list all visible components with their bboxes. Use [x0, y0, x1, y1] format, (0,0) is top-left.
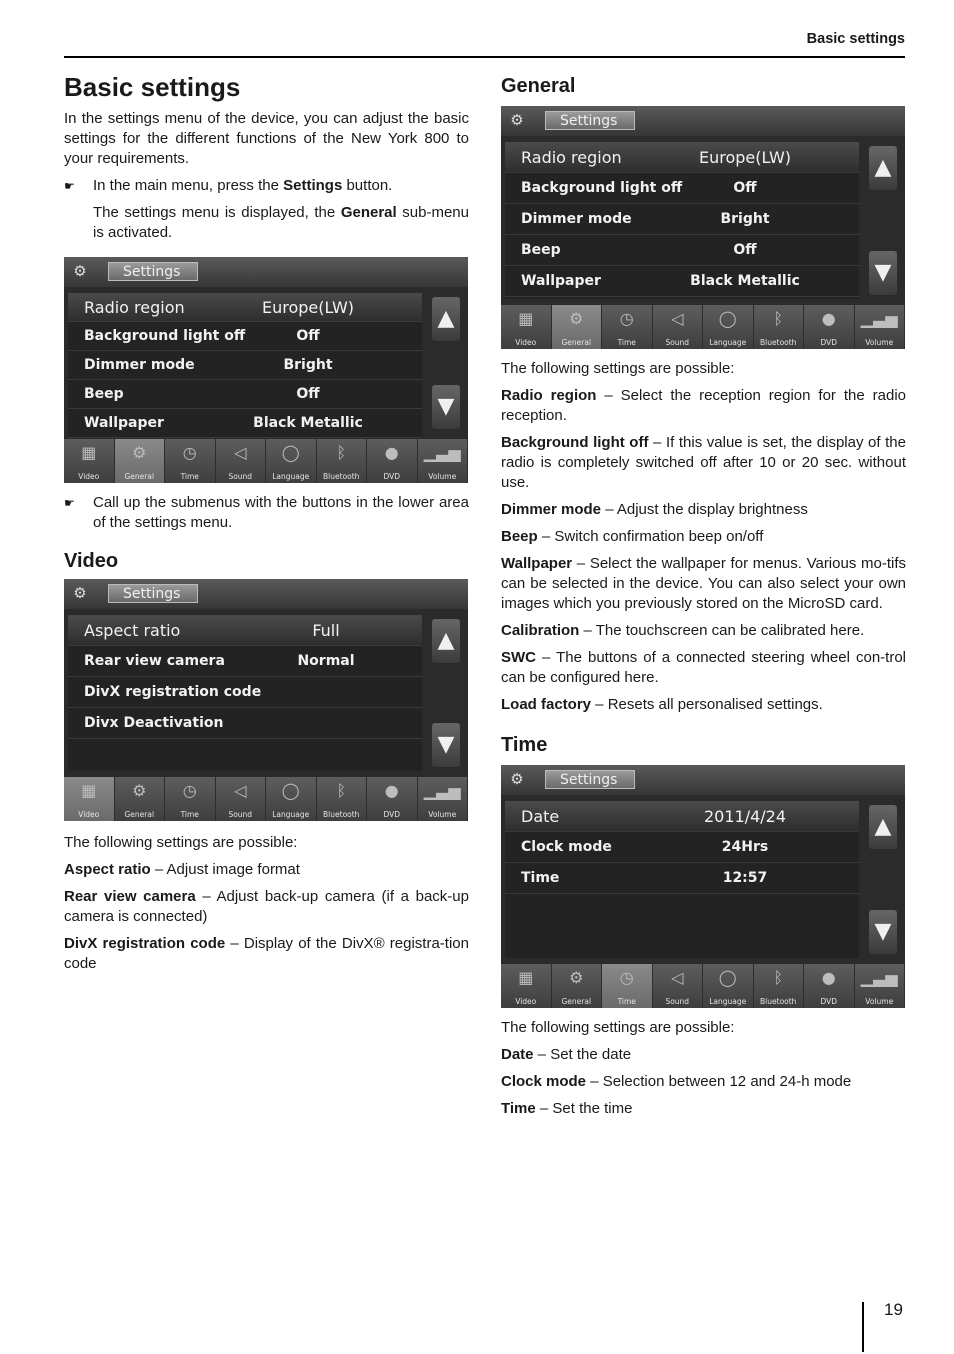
pointing-hand-icon: ☛	[64, 496, 75, 511]
tab-language[interactable]	[703, 305, 754, 349]
setting-label: Divx Deactivation	[84, 715, 224, 732]
setting-value: Off	[733, 180, 757, 196]
tab-label: Bluetooth	[760, 997, 797, 1006]
tab-time[interactable]	[602, 964, 653, 1008]
screen-setting-row[interactable]	[68, 293, 422, 322]
definition-term: Background light off	[501, 434, 649, 451]
tab-time[interactable]	[165, 777, 216, 821]
tab-bluetooth[interactable]	[754, 305, 805, 349]
tab-label: Volume	[865, 338, 894, 347]
globe-icon: ◯	[281, 443, 300, 463]
definition-item	[501, 695, 906, 715]
tab-label: Sound	[228, 472, 253, 482]
setting-label: Time	[521, 870, 560, 886]
tab-label: Language	[709, 338, 747, 347]
tab-video[interactable]	[64, 439, 115, 483]
definition-desc: – If this value is set, the display of the radio is completely switched off after 10 or 20 sec. without use.	[501, 434, 906, 491]
settings-screenshot-general	[501, 106, 905, 349]
screen-setting-row[interactable]	[505, 204, 859, 235]
running-header: Basic settings	[806, 31, 905, 47]
settings-app-icon: ⚙	[510, 770, 524, 788]
screen-tab-bar	[64, 777, 468, 821]
tab-general[interactable]	[552, 305, 603, 349]
definition-item	[501, 554, 906, 614]
definition-item	[501, 1099, 906, 1119]
setting-label: Date	[521, 806, 560, 826]
screen-settings-panel	[501, 795, 905, 964]
tab-dvd[interactable]	[804, 964, 855, 1008]
setting-value: Bright	[720, 211, 770, 227]
definition-desc: – Set the date	[533, 1046, 632, 1063]
screen-setting-row[interactable]	[505, 173, 859, 204]
tab-time[interactable]	[602, 305, 653, 349]
screen-tab-bar	[501, 305, 905, 349]
setting-value: Off	[296, 386, 320, 403]
settings-app-icon: ⚙	[73, 262, 87, 281]
settings-app-icon: ⚙	[73, 584, 87, 603]
definition-term: DivX registration code	[64, 935, 226, 953]
definition-desc: – Select the reception region for the radio reception.	[501, 387, 906, 424]
setting-value: Europe(LW)	[698, 147, 791, 167]
tab-volume[interactable]	[855, 964, 906, 1008]
scroll-up-button[interactable]: ▲	[432, 297, 460, 341]
tab-label: Sound	[228, 810, 253, 820]
settings-title-tab: Settings	[545, 770, 635, 789]
setting-value: Off	[733, 242, 757, 258]
clock-icon: ◷	[182, 443, 197, 463]
definition-item	[501, 1072, 906, 1092]
speaker-icon: ◁	[234, 443, 247, 463]
screen-settings-panel	[64, 609, 468, 777]
tab-label: General	[561, 338, 592, 347]
volume-icon: ▁▃▅	[423, 443, 461, 463]
setting-value: Full	[312, 620, 340, 640]
setting-label: Dimmer mode	[521, 211, 632, 227]
tab-volume[interactable]	[855, 305, 906, 349]
setting-value: Bright	[283, 357, 333, 374]
tab-dvd[interactable]	[367, 777, 418, 821]
tab-label: General	[561, 997, 592, 1006]
clock-icon: ◷	[619, 309, 634, 328]
tab-label: DVD	[383, 472, 401, 482]
intro-paragraph: In the settings menu of the device, you can adjust the basic settings for the different functions of the New York 800 to your requirements.	[64, 110, 469, 168]
definition-term: Dimmer mode	[501, 501, 602, 518]
tab-bluetooth[interactable]	[754, 964, 805, 1008]
disc-icon: ●	[384, 781, 399, 801]
settings-screenshot-time	[501, 765, 905, 1008]
page-number-rule	[862, 1302, 864, 1352]
disc-icon: ●	[821, 968, 836, 987]
general-intro: The following settings are possible:	[501, 360, 735, 377]
tab-label: Video	[78, 472, 100, 482]
screen-setting-row[interactable]	[68, 322, 422, 351]
tab-general[interactable]	[115, 777, 166, 821]
instruction-step: ☛ Call up the submenus with the buttons in the lower area of the settings menu.	[64, 494, 469, 532]
screen-setting-row[interactable]	[68, 677, 422, 708]
definition-desc: – Adjust the display brightness	[601, 501, 808, 518]
settings-title-tab: Settings	[108, 262, 198, 281]
tab-label: Time	[180, 472, 199, 482]
tab-general[interactable]	[552, 964, 603, 1008]
setting-value: Off	[296, 328, 320, 345]
bluetooth-icon: ᛒ	[773, 309, 784, 328]
section-heading-video: Video	[64, 550, 119, 573]
definition-desc: – Display of the DivX® registra-tion code	[64, 935, 469, 973]
definition-term: Time	[501, 1100, 536, 1117]
setting-label: Background light off	[521, 180, 683, 196]
section-heading-time: Time	[501, 734, 548, 756]
definition-term: Aspect ratio	[64, 861, 151, 879]
settings-app-icon: ⚙	[510, 111, 524, 129]
setting-label: Aspect ratio	[84, 620, 181, 640]
instruction-step: ☛ In the main menu, press the Settings button.	[64, 177, 393, 195]
tab-label: Time	[617, 338, 636, 347]
definition-item	[64, 887, 469, 927]
setting-label: Dimmer mode	[84, 357, 195, 374]
settings-screenshot-video	[64, 579, 468, 821]
tab-volume[interactable]	[418, 439, 469, 483]
globe-icon: ◯	[718, 309, 737, 328]
settings-title-tab: Settings	[108, 584, 198, 603]
screen-setting-row[interactable]	[505, 801, 859, 832]
header-rule	[64, 56, 905, 58]
setting-value: 2011/4/24	[703, 806, 787, 826]
screen-setting-row[interactable]	[68, 615, 422, 646]
tab-video[interactable]	[501, 964, 552, 1008]
screen-setting-row[interactable]	[505, 832, 859, 863]
disc-icon: ●	[384, 443, 399, 463]
tab-sound[interactable]	[653, 964, 704, 1008]
setting-label: Radio region	[84, 297, 185, 317]
settings-screenshot-general	[64, 257, 468, 483]
general-definitions	[501, 386, 906, 715]
tab-label: Sound	[665, 338, 690, 347]
tab-label: Bluetooth	[760, 338, 797, 347]
tab-language[interactable]	[266, 777, 317, 821]
tab-label: Video	[78, 810, 100, 820]
page-number: 19	[884, 1300, 903, 1319]
tab-label: Volume	[865, 997, 894, 1006]
scroll-up-button[interactable]: ▲	[869, 805, 897, 849]
bluetooth-icon: ᛒ	[773, 968, 784, 987]
tab-label: Language	[709, 997, 747, 1006]
tab-label: General	[124, 810, 155, 820]
scroll-down-button[interactable]: ▼	[432, 723, 460, 767]
gear-icon: ⚙	[569, 968, 584, 987]
definition-item	[64, 860, 469, 880]
left-column	[64, 72, 469, 981]
globe-icon: ◯	[718, 968, 737, 987]
definition-desc: – The buttons of a connected steering wheel con-trol can be configured here.	[501, 649, 906, 686]
instruction-result: The settings menu is displayed, the General sub-menu is activated.	[93, 204, 469, 242]
definition-term: Beep	[501, 528, 538, 545]
video-intro: The following settings are possible:	[64, 834, 298, 852]
volume-icon: ▁▃▅	[860, 968, 898, 987]
tab-volume[interactable]	[418, 777, 469, 821]
speaker-icon: ◁	[234, 781, 247, 801]
globe-icon: ◯	[281, 781, 300, 801]
setting-value: Normal	[297, 653, 355, 670]
definition-item	[64, 934, 469, 974]
screen-setting-row[interactable]	[68, 409, 422, 438]
tab-label: DVD	[820, 338, 838, 347]
page-title: Basic settings	[64, 72, 241, 102]
definition-term: SWC	[501, 649, 536, 666]
tab-language[interactable]	[266, 439, 317, 483]
definition-item	[501, 648, 906, 688]
setting-value: Europe(LW)	[261, 297, 354, 317]
definition-term: Load factory	[501, 696, 592, 713]
tab-bluetooth[interactable]	[317, 439, 368, 483]
video-definitions	[64, 860, 469, 974]
definition-item	[501, 433, 906, 493]
definition-desc: – Resets all personalised settings.	[591, 696, 823, 713]
screen-tab-bar	[501, 964, 905, 1008]
screen-setting-row[interactable]	[505, 863, 859, 894]
tab-label: Volume	[428, 810, 457, 820]
gear-icon: ⚙	[132, 443, 147, 463]
setting-label: Radio region	[521, 147, 622, 167]
screen-topbar	[64, 257, 468, 287]
tab-sound[interactable]	[216, 777, 267, 821]
screen-setting-row[interactable]	[505, 266, 859, 297]
tab-label: Video	[515, 338, 537, 347]
setting-label: DivX registration code	[84, 684, 262, 701]
tab-label: Video	[515, 997, 537, 1006]
definition-term: Date	[501, 1046, 534, 1063]
tab-label: General	[124, 472, 155, 482]
tab-label: Bluetooth	[323, 472, 360, 482]
bluetooth-icon: ᛒ	[336, 781, 347, 801]
tab-label: DVD	[383, 810, 401, 820]
volume-icon: ▁▃▅	[860, 309, 898, 328]
right-column	[501, 72, 906, 1126]
scroll-down-button[interactable]: ▼	[869, 910, 897, 954]
film-icon: ▦	[518, 309, 534, 328]
setting-value: 12:57	[722, 870, 768, 886]
tab-video[interactable]	[501, 305, 552, 349]
tab-label: Time	[617, 997, 636, 1006]
bluetooth-icon: ᛒ	[336, 443, 347, 463]
definition-desc: – The touchscreen can be calibrated here.	[579, 622, 865, 639]
tab-dvd[interactable]	[367, 439, 418, 483]
definition-desc: – Adjust image format	[150, 861, 300, 879]
tab-label: Language	[272, 472, 310, 482]
film-icon: ▦	[81, 443, 97, 463]
tab-sound[interactable]	[216, 439, 267, 483]
definition-item	[501, 527, 906, 547]
screen-settings-panel	[64, 287, 468, 439]
tab-language[interactable]	[703, 964, 754, 1008]
definition-item	[501, 621, 906, 641]
setting-label: Beep	[521, 242, 561, 258]
volume-icon: ▁▃▅	[423, 781, 461, 801]
definition-term: Rear view camera	[64, 888, 196, 906]
tab-dvd[interactable]	[804, 305, 855, 349]
screen-topbar	[501, 106, 905, 136]
scroll-down-button[interactable]: ▼	[869, 251, 897, 295]
setting-label: Beep	[84, 386, 124, 403]
tab-bluetooth[interactable]	[317, 777, 368, 821]
setting-label: Wallpaper	[84, 415, 164, 432]
screen-setting-row[interactable]	[505, 235, 859, 266]
tab-label: Time	[180, 810, 199, 820]
setting-label: Rear view camera	[84, 653, 225, 670]
setting-value: Black Metallic	[253, 415, 363, 432]
definition-desc: – Select the wallpaper for menus. Various mo-tifs can be selected in the device. You can also select your own images which you previously stored on the MicroSD card.	[501, 555, 906, 612]
setting-label: Wallpaper	[521, 273, 601, 289]
setting-value: 24Hrs	[721, 839, 769, 855]
definition-desc: – Adjust back-up camera (if a back-up camera is connected)	[64, 888, 469, 926]
screen-topbar	[64, 579, 468, 609]
tab-label: DVD	[820, 997, 838, 1006]
setting-label: Background light off	[84, 328, 246, 345]
definition-term: Clock mode	[501, 1073, 587, 1090]
film-icon: ▦	[518, 968, 534, 987]
definition-item	[501, 500, 906, 520]
gear-icon: ⚙	[569, 309, 584, 328]
tab-sound[interactable]	[653, 305, 704, 349]
setting-label: Clock mode	[521, 839, 612, 855]
section-heading-general: General	[501, 75, 576, 97]
tab-time[interactable]	[165, 439, 216, 483]
film-icon: ▦	[81, 781, 97, 801]
screen-setting-row[interactable]	[68, 708, 422, 739]
tab-label: Language	[272, 810, 310, 820]
screen-setting-row[interactable]	[505, 142, 859, 173]
definition-term: Radio region	[501, 387, 597, 404]
clock-icon: ◷	[182, 781, 197, 801]
pointing-hand-icon: ☛	[64, 179, 75, 194]
tab-label: Volume	[428, 472, 457, 482]
screen-setting-row[interactable]	[68, 646, 422, 677]
speaker-icon: ◁	[671, 309, 684, 328]
definition-desc: – Switch confirmation beep on/off	[537, 528, 764, 545]
speaker-icon: ◁	[671, 968, 684, 987]
screen-setting-row[interactable]	[68, 351, 422, 380]
scroll-up-button[interactable]: ▲	[432, 619, 460, 663]
time-intro: The following settings are possible:	[501, 1019, 735, 1036]
screen-topbar	[501, 765, 905, 795]
definition-desc: – Selection between 12 and 24-h mode	[586, 1073, 852, 1090]
tab-general[interactable]	[115, 439, 166, 483]
scroll-up-button[interactable]: ▲	[869, 146, 897, 190]
definition-term: Wallpaper	[501, 555, 573, 572]
screen-settings-panel	[501, 136, 905, 305]
settings-title-tab: Settings	[545, 111, 635, 130]
disc-icon: ●	[821, 309, 836, 328]
tab-video[interactable]	[64, 777, 115, 821]
time-definitions	[501, 1045, 906, 1119]
scroll-down-button[interactable]: ▼	[432, 385, 460, 429]
tab-label: Bluetooth	[323, 810, 360, 820]
definition-term: Calibration	[501, 622, 580, 639]
screen-tab-bar	[64, 439, 468, 483]
definition-item	[501, 1045, 906, 1065]
definition-item	[501, 386, 906, 426]
tab-label: Sound	[665, 997, 690, 1006]
setting-value: Black Metallic	[690, 273, 800, 289]
definition-desc: – Set the time	[535, 1100, 633, 1117]
clock-icon: ◷	[619, 968, 634, 987]
screen-setting-row[interactable]	[68, 380, 422, 409]
gear-icon: ⚙	[132, 781, 147, 801]
